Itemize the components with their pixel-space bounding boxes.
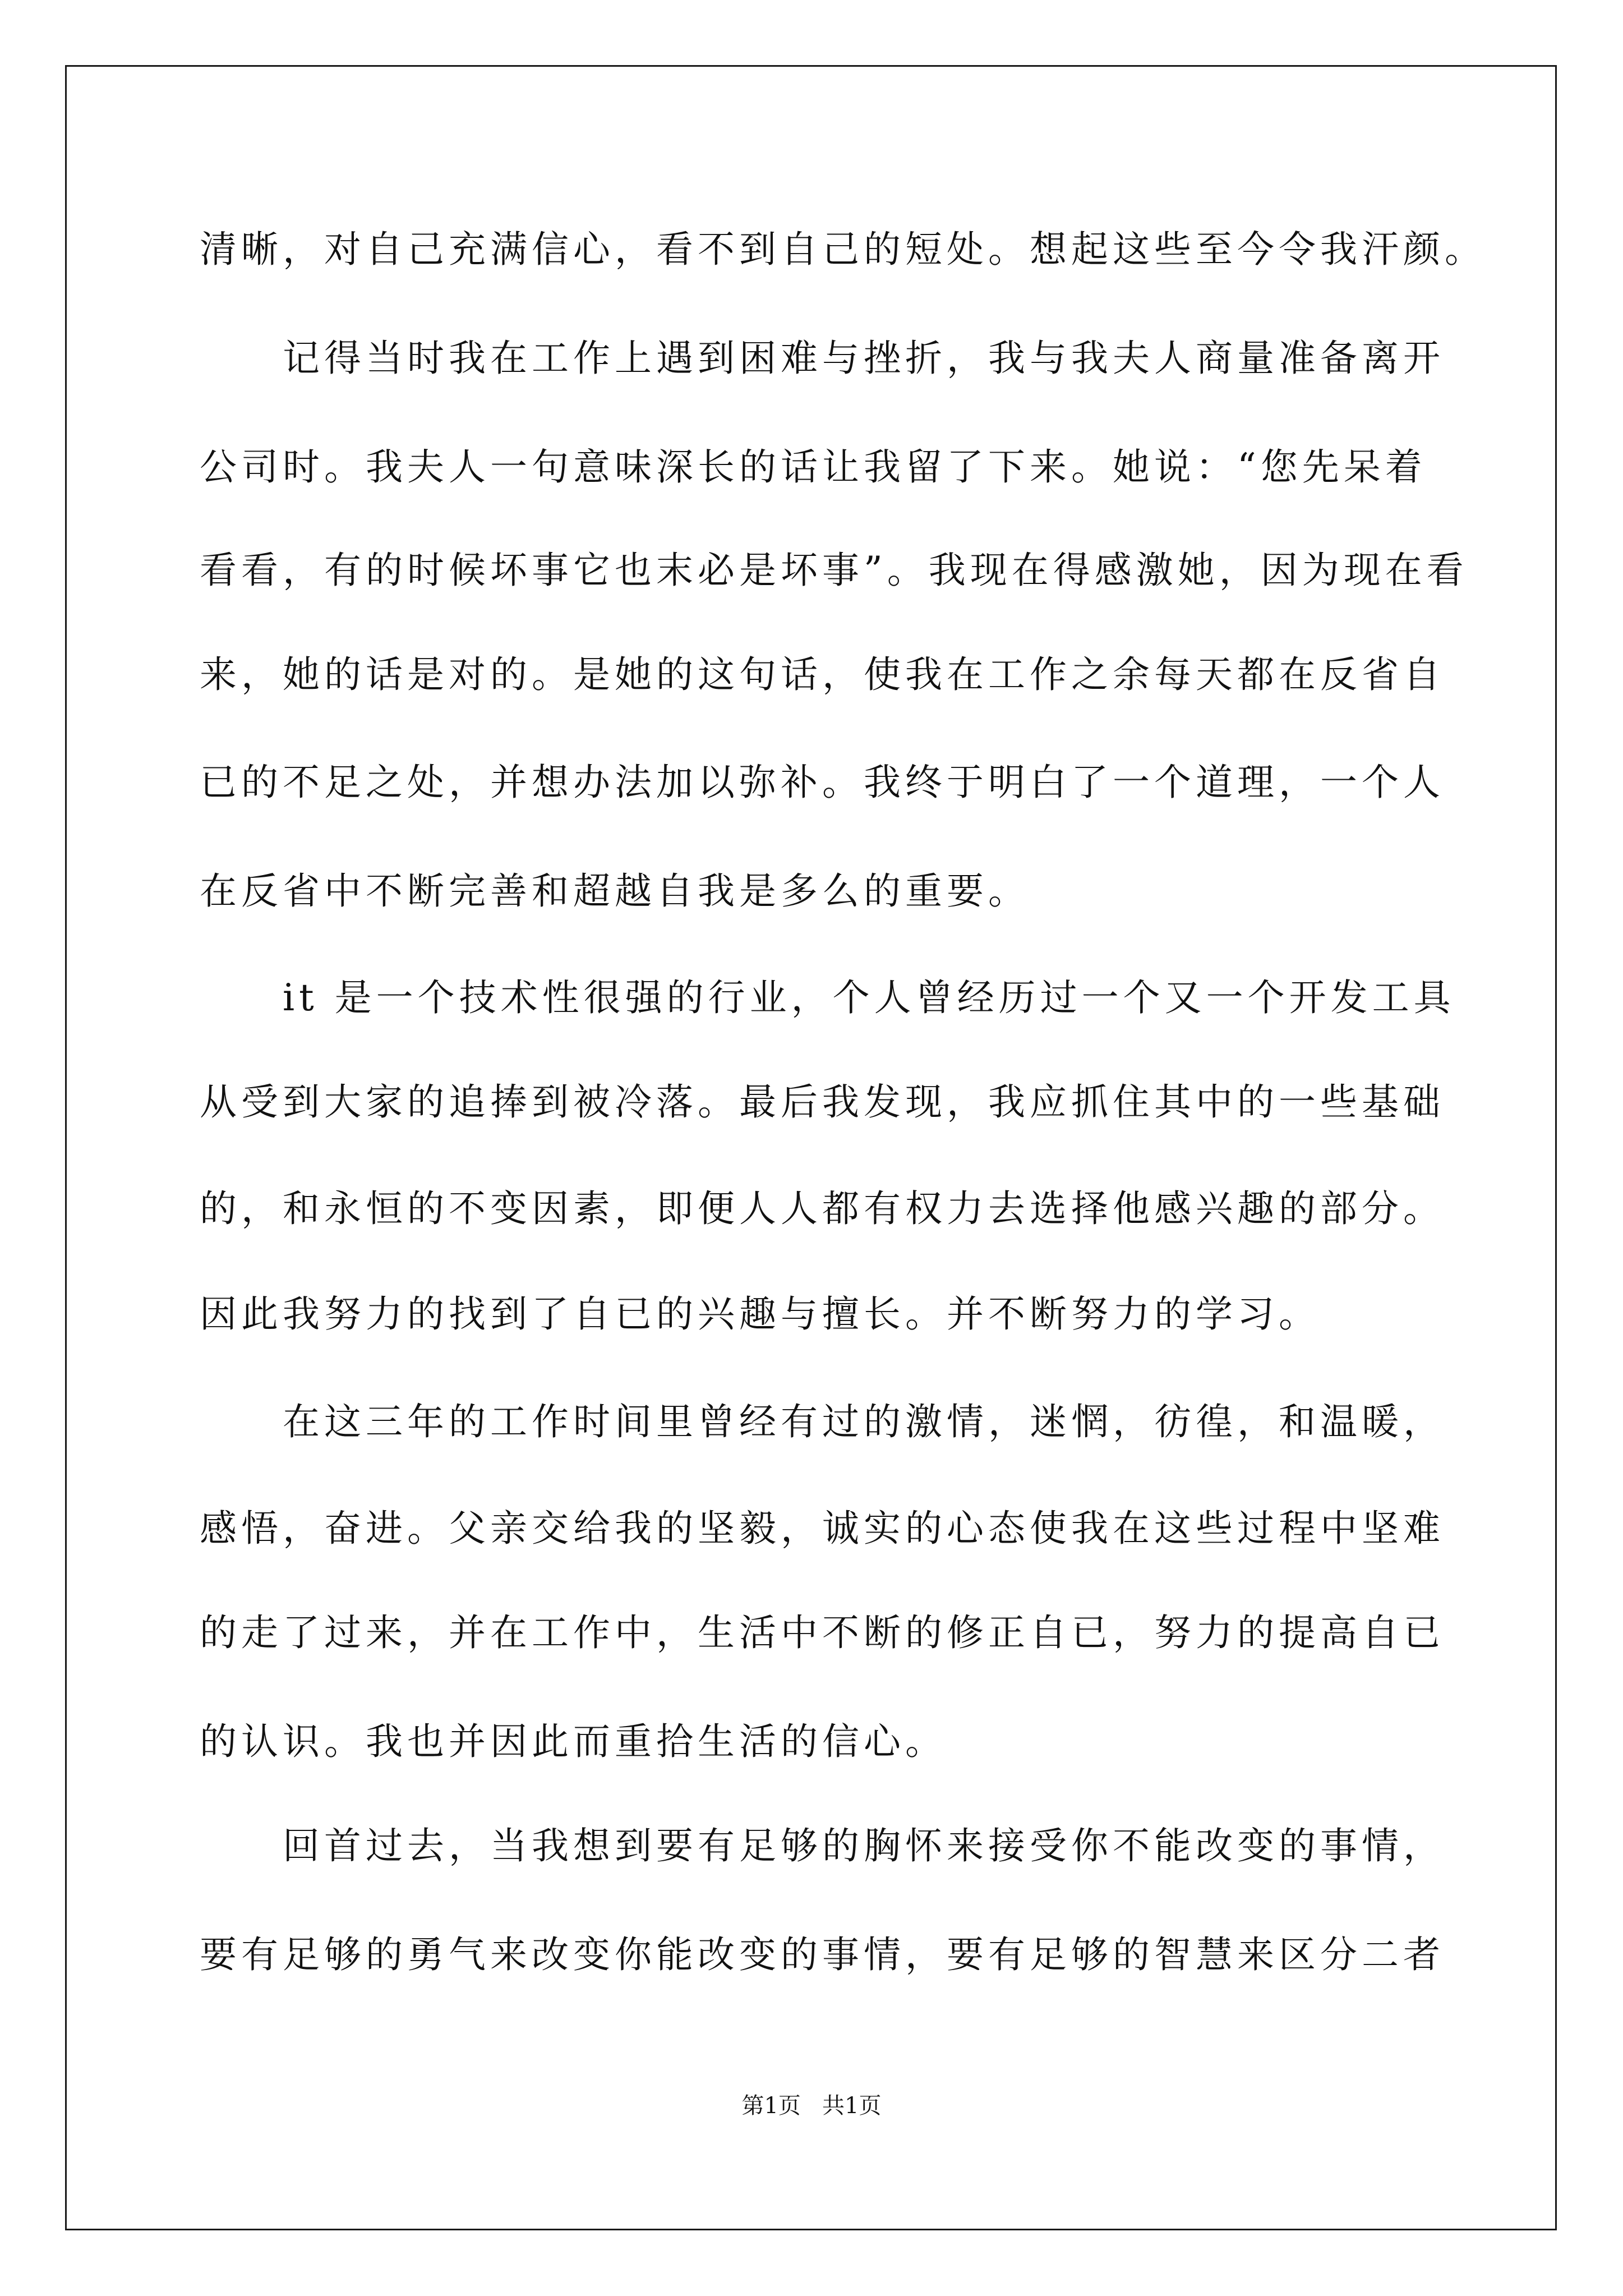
page-border [65,65,1557,2230]
text-line: 看看，有的时候坏事它也末必是坏事”。我现在得感激她，因为现在看 [200,549,1468,592]
text-line: 清晰，对自己充满信心，看不到自己的短处。想起这些至今令我汗颜。 [200,228,1486,271]
text-line: 来，她的话是对的。是她的这句话，使我在工作之余每天都在反省自 [200,653,1445,696]
paragraph-first-line: 回首过去，当我想到要有足够的胸怀来接受你不能改变的事情， [283,1824,1445,1867]
text-line: 从受到大家的追捧到被冷落。最后我发现，我应抓住其中的一些基础 [200,1080,1445,1124]
paragraph-first-line: 记得当时我在工作上遇到困难与挫折，我与我夫人商量准备离开 [283,337,1445,380]
text-line: 的认识。我也并因此而重拾生活的信心。 [200,1720,947,1763]
page-number-footer: 第1页 共1页 [741,2093,882,2119]
text-line: 因此我努力的找到了自已的兴趣与擅长。并不断努力的学习。 [200,1292,1320,1336]
text-line: 在反省中不断完善和超越自我是多么的重要。 [200,869,1030,913]
paragraph-first-line: 在这三年的工作时间里曾经有过的激情，迷惘，彷徨，和温暖， [283,1400,1445,1443]
text-line: 已的不足之处，并想办法加以弥补。我终于明白了一个道理，一个人 [200,761,1445,804]
text-line: 的走了过来，并在工作中，生活中不断的修正自已，努力的提高自已 [200,1611,1445,1654]
text-line: 的，和永恒的不变因素，即便人人都有权力去选择他感兴趣的部分。 [200,1187,1445,1230]
text-line: 感悟，奋进。父亲交给我的坚毅，诚实的心态使我在这些过程中坚难 [200,1507,1445,1550]
text-line: 公司时。我夫人一句意味深长的话让我留了下来。她说：“您先呆着 [200,445,1427,489]
text-line: 要有足够的勇气来改变你能改变的事情，要有足够的智慧来区分二者 [200,1933,1445,1976]
paragraph-first-line: it 是一个技术性很强的行业，个人曾经历过一个又一个开发工具 [283,976,1455,1019]
